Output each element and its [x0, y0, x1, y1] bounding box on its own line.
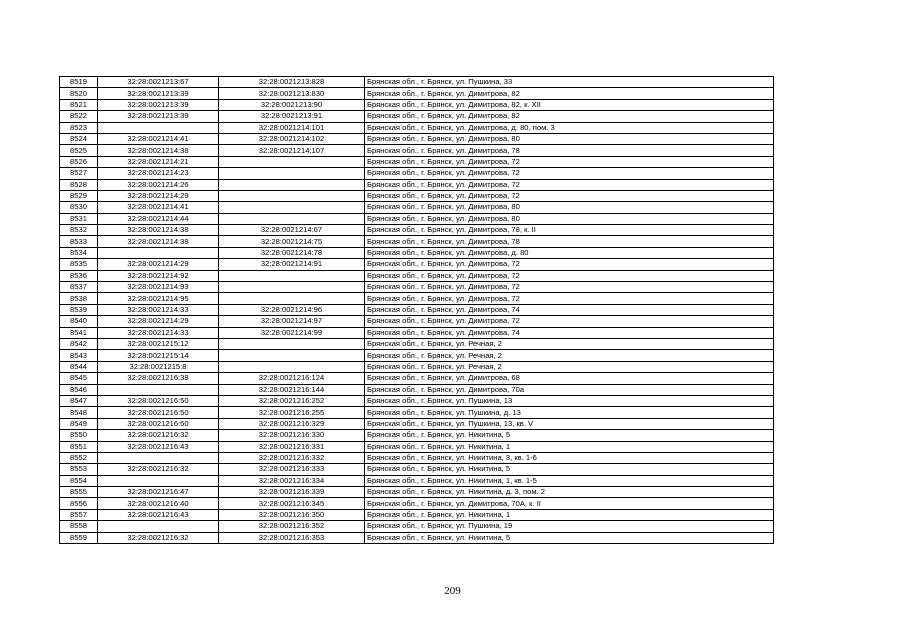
address-cell: Брянская обл., г. Брянск, ул. Димитрова, 82 [365, 111, 774, 122]
object-cadastral-number-cell: 32:28:0021216:144 [219, 384, 365, 395]
row-number-cell: 8548 [60, 407, 98, 418]
row-number-cell: 8550 [60, 430, 98, 441]
object-cadastral-number-cell [219, 190, 365, 201]
object-cadastral-number-cell: 32:28:0021214:102 [219, 133, 365, 144]
land-parcel-number-cell: 32:28:0021214:33 [98, 304, 219, 315]
row-number-cell: 8541 [60, 327, 98, 338]
land-parcel-number-cell: 32:28:0021214:95 [98, 293, 219, 304]
land-parcel-number-cell [98, 452, 219, 463]
address-cell: Брянская обл., г. Брянск, ул. Димитрова, 72 [365, 179, 774, 190]
object-cadastral-number-cell: 32:28:0021213:90 [219, 99, 365, 110]
row-number-cell: 8534 [60, 247, 98, 258]
land-parcel-number-cell: 32:28:0021214:29 [98, 259, 219, 270]
table-row [60, 259, 774, 270]
address-cell: Брянская обл., г. Брянск, ул. Димитрова, 72 [365, 190, 774, 201]
row-number-cell: 8527 [60, 168, 98, 179]
land-parcel-number-cell: 32:28:0021214:33 [98, 327, 219, 338]
object-cadastral-number-cell [219, 202, 365, 213]
table-row [60, 156, 774, 167]
address-cell: Брянская обл., г. Брянск, ул. Димитрова, 74 [365, 304, 774, 315]
address-cell: Брянская обл., г. Брянск, ул. Димитрова, 72 [365, 259, 774, 270]
object-cadastral-number-cell [219, 270, 365, 281]
table-row [60, 373, 774, 384]
address-cell: Брянская обл., г. Брянск, ул. Димитрова, 78 [365, 236, 774, 247]
land-parcel-number-cell: 32:28:0021216:47 [98, 487, 219, 498]
table-row [60, 202, 774, 213]
object-cadastral-number-cell [219, 338, 365, 349]
row-number-cell: 8554 [60, 475, 98, 486]
object-cadastral-number-cell: 32:28:0021213:830 [219, 88, 365, 99]
table-row [60, 77, 774, 88]
table-row [60, 111, 774, 122]
object-cadastral-number-cell: 32:28:0021216:330 [219, 430, 365, 441]
table-row [60, 133, 774, 144]
table-row [60, 99, 774, 110]
address-cell: Брянская обл., г. Брянск, ул. Речная, 2 [365, 361, 774, 372]
address-cell: Брянская обл., г. Брянск, ул. Пушкина, 13 [365, 395, 774, 406]
object-cadastral-number-cell [219, 282, 365, 293]
land-parcel-number-cell: 32:28:0021214:21 [98, 156, 219, 167]
land-parcel-number-cell: 32:28:0021214:26 [98, 179, 219, 190]
land-parcel-number-cell: 32:28:0021213:39 [98, 99, 219, 110]
row-number-cell: 8538 [60, 293, 98, 304]
object-cadastral-number-cell: 32:28:0021214:96 [219, 304, 365, 315]
row-number-cell: 8540 [60, 316, 98, 327]
table-row [60, 464, 774, 475]
row-number-cell: 8533 [60, 236, 98, 247]
table-row [60, 338, 774, 349]
address-cell: Брянская обл., г. Брянск, ул. Димитрова, 82, к. XII [365, 99, 774, 110]
object-cadastral-number-cell: 32:28:0021213:91 [219, 111, 365, 122]
land-parcel-number-cell: 32:28:0021216:50 [98, 418, 219, 429]
row-number-cell: 8551 [60, 441, 98, 452]
address-cell: Брянская обл., г. Брянск, ул. Никитина, 1 [365, 509, 774, 520]
object-cadastral-number-cell: 32:28:0021216:353 [219, 532, 365, 543]
land-parcel-number-cell: 32:28:0021214:29 [98, 316, 219, 327]
object-cadastral-number-cell [219, 156, 365, 167]
address-cell: Брянская обл., г. Брянск, ул. Димитрова, 82 [365, 88, 774, 99]
table-row [60, 225, 774, 236]
address-cell: Брянская обл., г. Брянск, ул. Никитина, д. 3, пом. 2 [365, 487, 774, 498]
land-parcel-number-cell: 32:28:0021215:14 [98, 350, 219, 361]
object-cadastral-number-cell: 32:28:0021214:75 [219, 236, 365, 247]
address-cell: Брянская обл., г. Брянск, ул. Димитрова, 70а [365, 384, 774, 395]
table-row [60, 168, 774, 179]
land-parcel-number-cell: 32:28:0021214:93 [98, 282, 219, 293]
object-cadastral-number-cell: 32:28:0021216:339 [219, 487, 365, 498]
table-row [60, 452, 774, 463]
address-cell: Брянская обл., г. Брянск, ул. Димитрова, 80 [365, 202, 774, 213]
row-number-cell: 8536 [60, 270, 98, 281]
object-cadastral-number-cell: 32:28:0021216:124 [219, 373, 365, 384]
object-cadastral-number-cell [219, 168, 365, 179]
address-cell: Брянская обл., г. Брянск, ул. Димитрова, 72 [365, 316, 774, 327]
land-parcel-number-cell: 32:28:0021214:29 [98, 190, 219, 201]
object-cadastral-number-cell: 32:28:0021216:334 [219, 475, 365, 486]
address-cell: Брянская обл., г. Брянск, ул. Димитрова, 72 [365, 270, 774, 281]
address-cell: Брянская обл., г. Брянск, ул. Никитина, 5 [365, 464, 774, 475]
table-row [60, 430, 774, 441]
object-cadastral-number-cell [219, 213, 365, 224]
address-cell: Брянская обл., г. Брянск, ул. Пушкина, 19 [365, 521, 774, 532]
row-number-cell: 8555 [60, 487, 98, 498]
row-number-cell: 8522 [60, 111, 98, 122]
table-row [60, 293, 774, 304]
land-parcel-number-cell: 32:28:0021216:43 [98, 509, 219, 520]
row-number-cell: 8552 [60, 452, 98, 463]
object-cadastral-number-cell [219, 361, 365, 372]
table-row [60, 213, 774, 224]
land-parcel-number-cell [98, 384, 219, 395]
land-parcel-number-cell: 32:28:0021213:67 [98, 77, 219, 88]
row-number-cell: 8526 [60, 156, 98, 167]
land-parcel-number-cell: 32:28:0021214:23 [98, 168, 219, 179]
table-row [60, 441, 774, 452]
address-cell: Брянская обл., г. Брянск, ул. Димитрова, 80 [365, 213, 774, 224]
row-number-cell: 8556 [60, 498, 98, 509]
row-number-cell: 8531 [60, 213, 98, 224]
table-row [60, 418, 774, 429]
land-parcel-number-cell: 32:28:0021214:92 [98, 270, 219, 281]
object-cadastral-number-cell: 32:28:0021214:67 [219, 225, 365, 236]
row-number-cell: 8557 [60, 509, 98, 520]
table-row [60, 122, 774, 133]
row-number-cell: 8524 [60, 133, 98, 144]
land-parcel-number-cell: 32:28:0021215:8 [98, 361, 219, 372]
address-cell: Брянская обл., г. Брянск, ул. Никитина, 1 [365, 441, 774, 452]
table-body [60, 77, 774, 544]
table-row [60, 361, 774, 372]
table-row [60, 316, 774, 327]
land-parcel-number-cell [98, 475, 219, 486]
address-cell: Брянская обл., г. Брянск, ул. Димитрова, д. 80 [365, 247, 774, 258]
row-number-cell: 8519 [60, 77, 98, 88]
object-cadastral-number-cell: 32:28:0021214:99 [219, 327, 365, 338]
row-number-cell: 8520 [60, 88, 98, 99]
row-number-cell: 8529 [60, 190, 98, 201]
row-number-cell: 8558 [60, 521, 98, 532]
land-parcel-number-cell: 32:28:0021216:38 [98, 373, 219, 384]
land-parcel-number-cell: 32:28:0021216:32 [98, 532, 219, 543]
land-parcel-number-cell: 32:28:0021214:38 [98, 145, 219, 156]
land-parcel-number-cell [98, 122, 219, 133]
land-parcel-number-cell: 32:28:0021216:32 [98, 464, 219, 475]
object-cadastral-number-cell: 32:28:0021214:78 [219, 247, 365, 258]
land-parcel-number-cell: 32:28:0021213:39 [98, 88, 219, 99]
table-row [60, 395, 774, 406]
address-cell: Брянская обл., г. Брянск, ул. Никитина, 5 [365, 532, 774, 543]
object-cadastral-number-cell: 32:28:0021216:332 [219, 452, 365, 463]
row-number-cell: 8530 [60, 202, 98, 213]
address-cell: Брянская обл., г. Брянск, ул. Димитрова, 70А, к. II [365, 498, 774, 509]
table-row [60, 270, 774, 281]
object-cadastral-number-cell: 32:28:0021216:352 [219, 521, 365, 532]
row-number-cell: 8532 [60, 225, 98, 236]
row-number-cell: 8549 [60, 418, 98, 429]
table-row [60, 509, 774, 520]
row-number-cell: 8547 [60, 395, 98, 406]
page-number: 209 [444, 585, 461, 597]
address-cell: Брянская обл., г. Брянск, ул. Пушкина, 33 [365, 77, 774, 88]
table-row [60, 521, 774, 532]
object-cadastral-number-cell: 32:28:0021213:828 [219, 77, 365, 88]
table-row [60, 247, 774, 258]
table-row [60, 384, 774, 395]
address-cell: Брянская обл., г. Брянск, ул. Никитина, 5 [365, 430, 774, 441]
table-row [60, 327, 774, 338]
object-cadastral-number-cell: 32:28:0021216:255 [219, 407, 365, 418]
table-row [60, 179, 774, 190]
address-cell: Брянская обл., г. Брянск, ул. Димитрова, 68 [365, 373, 774, 384]
row-number-cell: 8535 [60, 259, 98, 270]
row-number-cell: 8523 [60, 122, 98, 133]
table-row [60, 236, 774, 247]
address-cell: Брянская обл., г. Брянск, ул. Димитрова, 78 [365, 145, 774, 156]
table-row [60, 532, 774, 543]
address-cell: Брянская обл., г. Брянск, ул. Димитрова, 74 [365, 327, 774, 338]
land-parcel-number-cell [98, 247, 219, 258]
object-cadastral-number-cell: 32:28:0021214:101 [219, 122, 365, 133]
row-number-cell: 8545 [60, 373, 98, 384]
row-number-cell: 8539 [60, 304, 98, 315]
object-cadastral-number-cell: 32:28:0021216:329 [219, 418, 365, 429]
table-row [60, 487, 774, 498]
object-cadastral-number-cell: 32:28:0021216:331 [219, 441, 365, 452]
address-cell: Брянская обл., г. Брянск, ул. Никитина, 1, кв. 1-5 [365, 475, 774, 486]
row-number-cell: 8528 [60, 179, 98, 190]
row-number-cell: 8543 [60, 350, 98, 361]
table-row [60, 88, 774, 99]
table-row [60, 145, 774, 156]
row-number-cell: 8544 [60, 361, 98, 372]
land-parcel-number-cell: 32:28:0021214:38 [98, 236, 219, 247]
land-parcel-number-cell: 32:28:0021216:50 [98, 395, 219, 406]
row-number-cell: 8525 [60, 145, 98, 156]
cadastral-registry-table [59, 76, 774, 544]
address-cell: Брянская обл., г. Брянск, ул. Димитрова, 72 [365, 168, 774, 179]
address-cell: Брянская обл., г. Брянск, ул. Димитрова, 72 [365, 156, 774, 167]
registry-table-container [59, 76, 774, 544]
object-cadastral-number-cell: 32:28:0021214:91 [219, 259, 365, 270]
object-cadastral-number-cell [219, 293, 365, 304]
land-parcel-number-cell: 32:28:0021214:41 [98, 202, 219, 213]
table-row [60, 407, 774, 418]
row-number-cell: 8553 [60, 464, 98, 475]
land-parcel-number-cell: 32:28:0021216:43 [98, 441, 219, 452]
address-cell: Брянская обл., г. Брянск, ул. Димитрова, 80 [365, 133, 774, 144]
address-cell: Брянская обл., г. Брянск, ул. Никитина, 3, кв. 1-6 [365, 452, 774, 463]
table-row [60, 350, 774, 361]
address-cell: Брянская обл., г. Брянск, ул. Пушкина, д. 13 [365, 407, 774, 418]
object-cadastral-number-cell [219, 350, 365, 361]
object-cadastral-number-cell: 32:28:0021216:345 [219, 498, 365, 509]
row-number-cell: 8542 [60, 338, 98, 349]
land-parcel-number-cell: 32:28:0021215:12 [98, 338, 219, 349]
address-cell: Брянская обл., г. Брянск, ул. Речная, 2 [365, 338, 774, 349]
object-cadastral-number-cell: 32:28:0021216:333 [219, 464, 365, 475]
land-parcel-number-cell: 32:28:0021214:41 [98, 133, 219, 144]
land-parcel-number-cell: 32:28:0021216:40 [98, 498, 219, 509]
object-cadastral-number-cell: 32:28:0021216:252 [219, 395, 365, 406]
table-row [60, 190, 774, 201]
table-row [60, 282, 774, 293]
land-parcel-number-cell: 32:28:0021216:50 [98, 407, 219, 418]
row-number-cell: 8521 [60, 99, 98, 110]
object-cadastral-number-cell: 32:28:0021214:107 [219, 145, 365, 156]
table-row [60, 498, 774, 509]
row-number-cell: 8559 [60, 532, 98, 543]
row-number-cell: 8546 [60, 384, 98, 395]
row-number-cell: 8537 [60, 282, 98, 293]
address-cell: Брянская обл., г. Брянск, ул. Димитрова, д. 80, пом. 3 [365, 122, 774, 133]
address-cell: Брянская обл., г. Брянск, ул. Пушкина, 13, кв. V [365, 418, 774, 429]
land-parcel-number-cell: 32:28:0021216:32 [98, 430, 219, 441]
address-cell: Брянская обл., г. Брянск, ул. Димитрова, 72 [365, 293, 774, 304]
table-row [60, 304, 774, 315]
address-cell: Брянская обл., г. Брянск, ул. Димитрова, 78, к. II [365, 225, 774, 236]
land-parcel-number-cell: 32:28:0021214:38 [98, 225, 219, 236]
object-cadastral-number-cell: 32:28:0021214:97 [219, 316, 365, 327]
land-parcel-number-cell [98, 521, 219, 532]
land-parcel-number-cell: 32:28:0021214:44 [98, 213, 219, 224]
object-cadastral-number-cell [219, 179, 365, 190]
address-cell: Брянская обл., г. Брянск, ул. Димитрова, 72 [365, 282, 774, 293]
object-cadastral-number-cell: 32:28:0021216:350 [219, 509, 365, 520]
address-cell: Брянская обл., г. Брянск, ул. Речная, 2 [365, 350, 774, 361]
land-parcel-number-cell: 32:28:0021213:39 [98, 111, 219, 122]
table-row [60, 475, 774, 486]
